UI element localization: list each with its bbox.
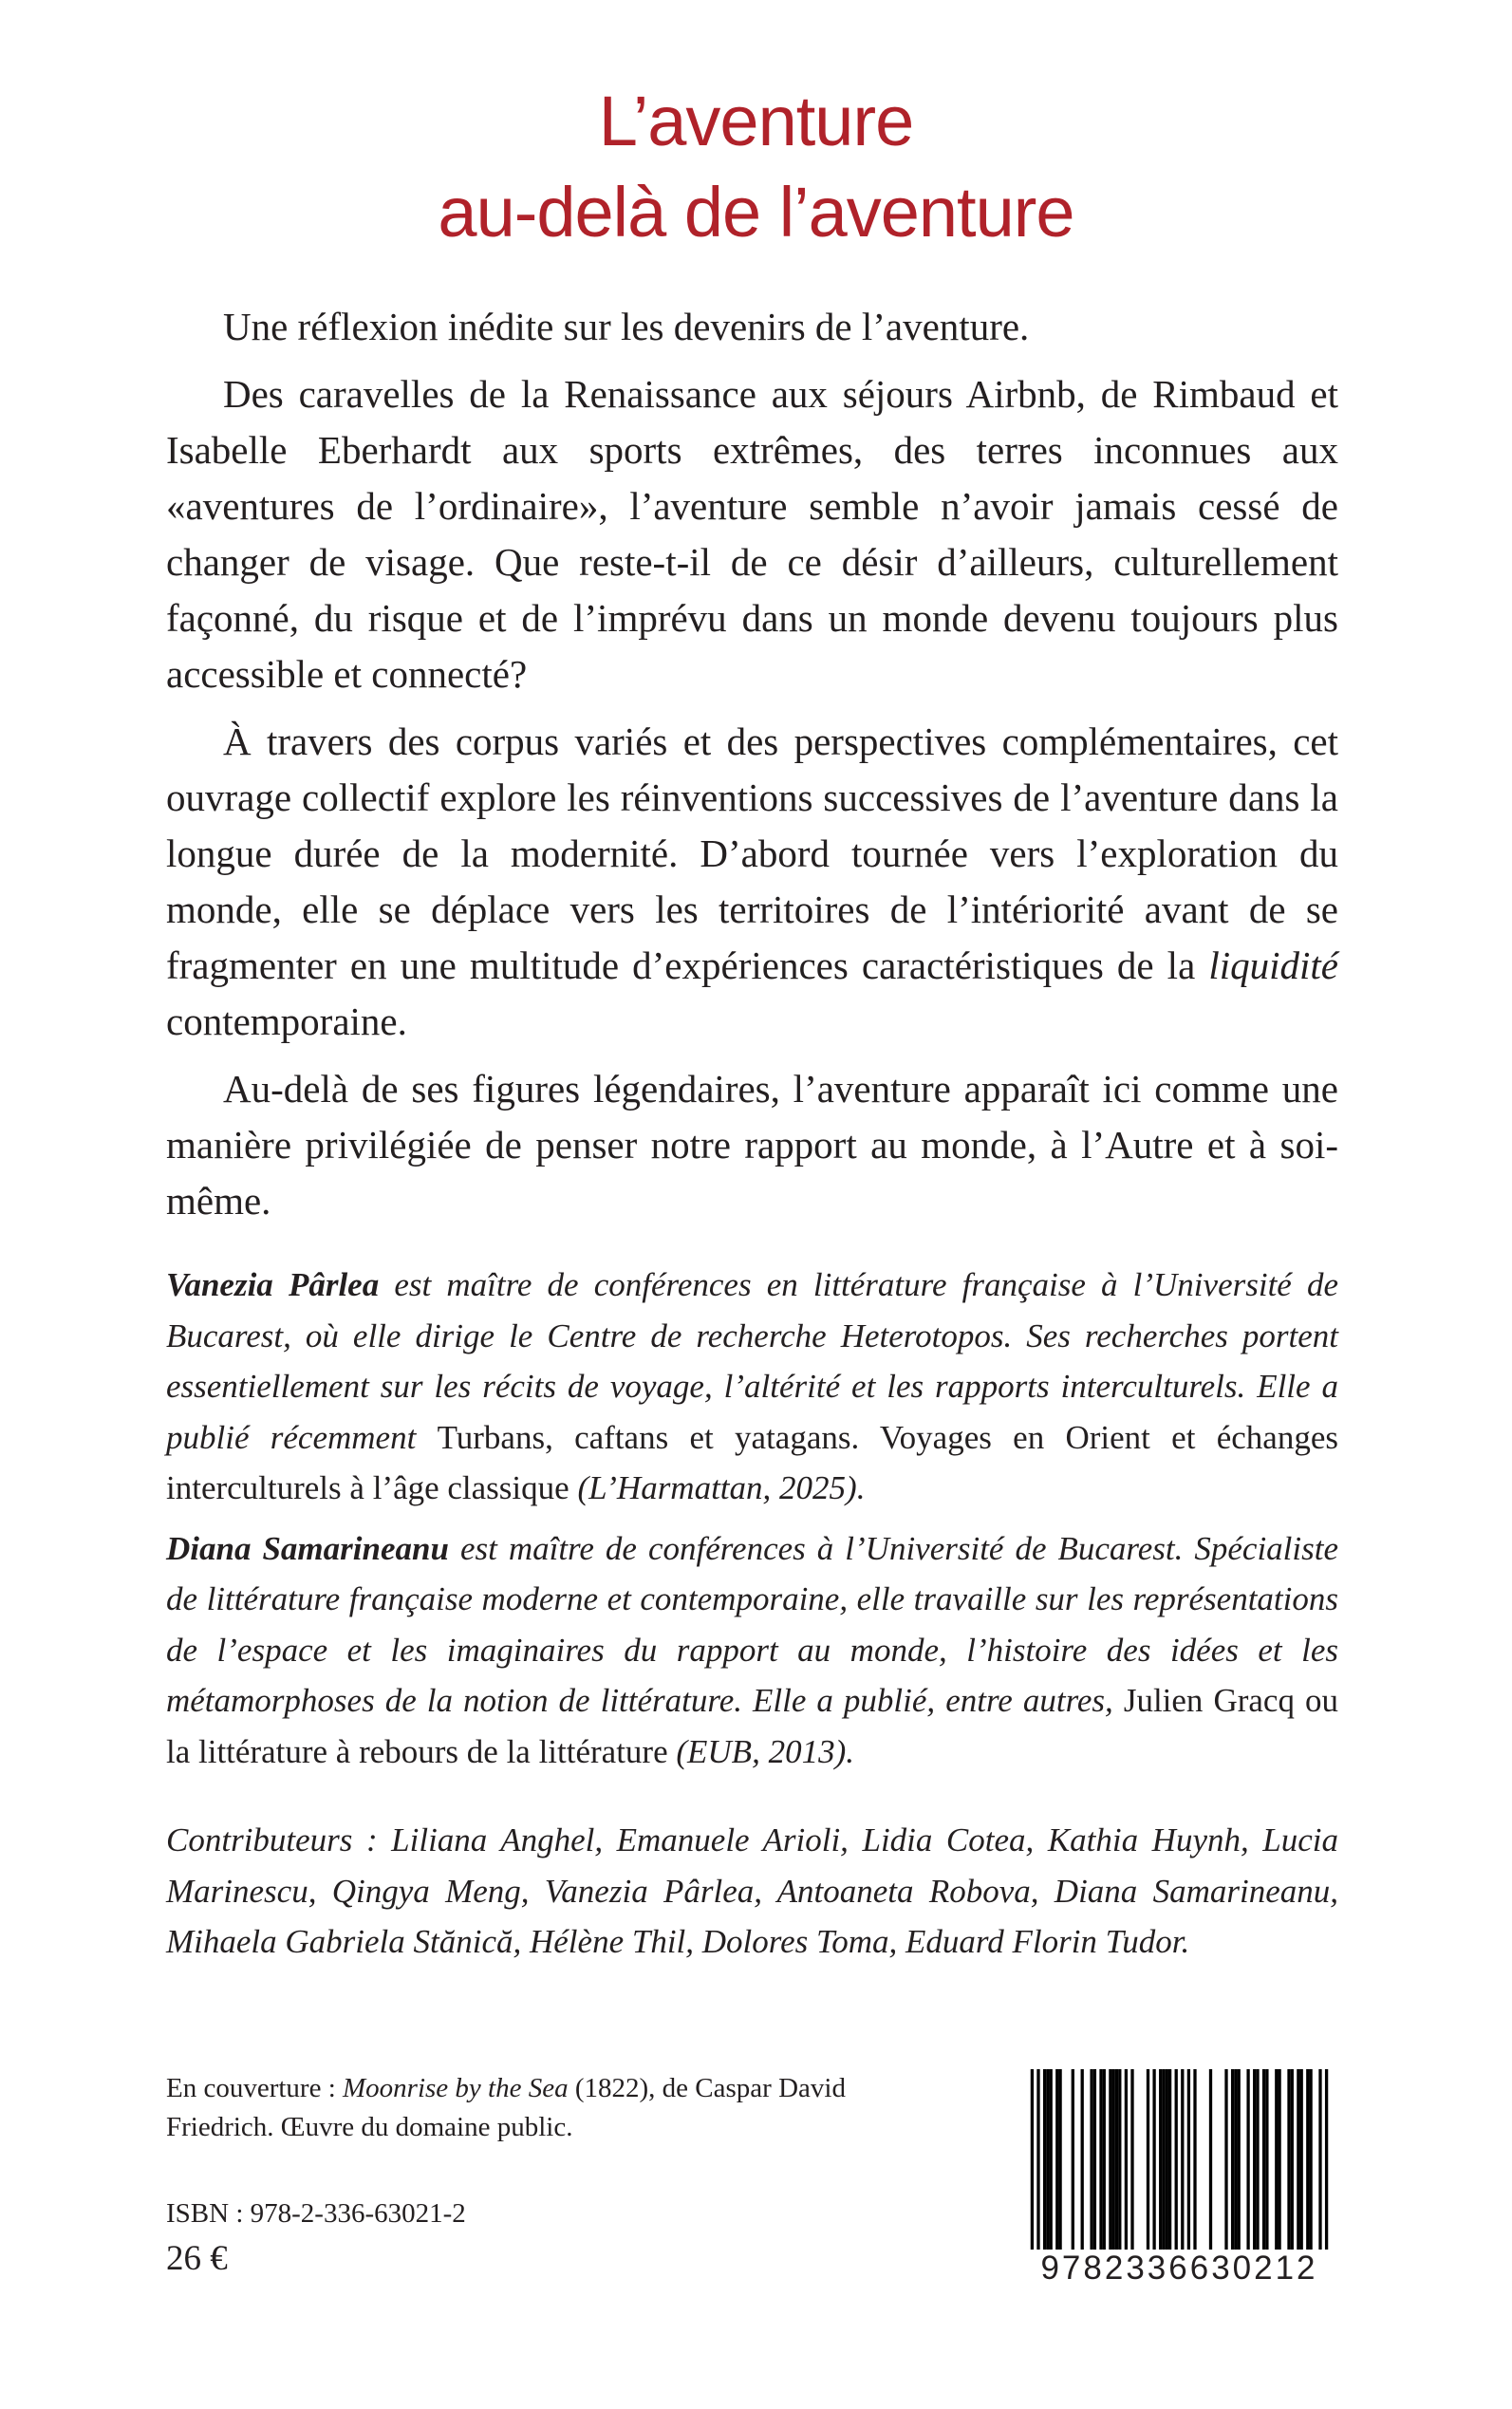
author-name-parlea: Vanezia Pârlea	[166, 1266, 380, 1303]
credit-prefix: En couverture :	[166, 2073, 344, 2103]
barcode-bar	[1166, 2069, 1168, 2250]
barcode-bar	[1159, 2069, 1162, 2250]
barcode-bar	[1246, 2069, 1249, 2250]
barcode-bar	[1209, 2069, 1212, 2250]
bio-samarineanu-text: est maître de conférences à l’Université de Bucarest. Spécialiste de littérature française moderne et contemporaine, elle travaille sur les représentations de l’espace et les imaginaires du rapport au monde, l’histoire des idées et les métamorphoses de la notion de littérature. Elle a publié, entre autres,	[166, 1529, 1338, 1719]
barcode-bar	[1130, 2069, 1133, 2250]
barcode-bar	[1168, 2069, 1171, 2250]
barcode-bar	[1152, 2069, 1155, 2250]
isbn: ISBN : 978-2-336-63021-2	[166, 2198, 466, 2229]
barcode-bars	[1020, 2069, 1338, 2264]
barcode-bar	[1031, 2069, 1034, 2264]
barcode-bar	[1055, 2069, 1058, 2250]
summary-emphasis: liquidité	[1208, 943, 1338, 987]
summary-paragraph-4: Au-delà de ses figures légendaires, l’aventure apparaît ici comme une manière privilégiée de penser notre rapport au monde, à l’Autre et à soi-même.	[166, 1067, 1338, 1223]
barcode-bar	[1115, 2069, 1118, 2250]
barcode-bar	[1193, 2069, 1196, 2250]
barcode-bar	[1046, 2069, 1049, 2250]
barcode-bar	[1234, 2069, 1237, 2250]
barcode-bar	[1325, 2069, 1328, 2264]
barcode-bar	[1306, 2069, 1309, 2250]
barcode-bar	[1224, 2069, 1227, 2250]
barcode-bar	[1287, 2069, 1290, 2250]
barcode	[1020, 2069, 1338, 2300]
barcode-bar	[1112, 2069, 1115, 2250]
author-name-samarineanu: Diana Samarineanu	[166, 1529, 449, 1567]
bio-samarineanu	[166, 1523, 1338, 1778]
bio-parlea-text: est maître de conférences en littérature française à l’Université de Bucarest, où elle dirige le Centre de recherche Heterotopos. Ses recherches portent essentiellement sur les récits de voyage, l’altérité et les rapports interculturels. Elle a publié récemment	[166, 1266, 1338, 1456]
barcode-bar	[1181, 2069, 1184, 2264]
barcode-bar	[1162, 2069, 1165, 2250]
barcode-bar	[1118, 2069, 1121, 2250]
barcode-bar	[1278, 2069, 1280, 2250]
barcode-bar	[1072, 2069, 1074, 2250]
barcode-bar	[1099, 2069, 1102, 2250]
barcode-bar	[1318, 2069, 1321, 2264]
barcode-bar	[1265, 2069, 1268, 2250]
publisher-samarineanu: (EUB, 2013).	[667, 1732, 854, 1770]
barcode-bar	[1036, 2069, 1039, 2264]
barcode-bar	[1275, 2069, 1278, 2250]
summary-paragraph-3-end: contemporaine.	[166, 999, 407, 1043]
book-title-samarineanu: Julien Gracq ou la littérature à rebours de la littérature	[166, 1682, 1338, 1770]
barcode-bar	[1256, 2069, 1259, 2250]
barcode-bar	[1043, 2069, 1046, 2250]
book-title-parlea: Turbans, caftans et yatagans. Voyages en Orient et échanges interculturels à l’âge classique	[166, 1418, 1338, 1506]
barcode-bar	[1238, 2069, 1241, 2250]
barcode-bar	[1309, 2069, 1312, 2250]
author-bios	[166, 1260, 1338, 1977]
barcode-bar	[1058, 2069, 1061, 2250]
price: 26 €	[166, 2239, 228, 2278]
summary-paragraph-3	[166, 714, 1338, 1050]
barcode-bar	[1262, 2069, 1265, 2250]
barcode-bar	[1187, 2069, 1190, 2250]
barcode-bar	[1081, 2069, 1084, 2250]
barcode-bar	[1125, 2069, 1128, 2250]
barcode-bar	[1090, 2069, 1092, 2250]
barcode-bar	[1093, 2069, 1096, 2250]
barcode-bar	[1109, 2069, 1111, 2250]
contributors-list: Contributeurs : Liliana Anghel, Emanuele Arioli, Lidia Cotea, Kathia Huynh, Lucia Marinescu, Qingya Meng, Vanezia Pârlea, Antoaneta Robova, Diana Samarineanu, Mihaela Gabriela Stănică, Hélène Thil, Dolores Toma, Eduard Florin Tudor.	[166, 1821, 1338, 1960]
publisher-parlea: (L’Harmattan, 2025).	[569, 1469, 866, 1506]
barcode-bar	[1103, 2069, 1106, 2250]
barcode-bar	[1291, 2069, 1294, 2250]
barcode-bar	[1297, 2069, 1299, 2250]
barcode-bar	[1147, 2069, 1149, 2250]
credit-suffix: (1822), de Caspar David Friedrich. Œuvre du domaine public.	[166, 2073, 846, 2142]
barcode-bar	[1175, 2069, 1178, 2264]
barcode-bar	[1231, 2069, 1234, 2250]
barcode-bar	[1300, 2069, 1303, 2250]
credit-work-title: Moonrise by the Sea	[343, 2073, 569, 2103]
barcode-bar	[1253, 2069, 1256, 2250]
summary-text	[166, 299, 1338, 1241]
title-line-2: au-delà de l’aventure	[438, 173, 1074, 252]
cover-credit	[166, 2069, 906, 2147]
summary-paragraph-3-text: À travers des corpus variés et des perspectives complémentaires, cet ouvrage collectif explore les réinventions successives de l’aventure dans la longue durée de la modernité. D’abord tournée vers l’exploration du monde, elle se déplace vers les territoires de l’intériorité avant de se fragmenter en une multitude d’expériences caractéristiques de la	[166, 719, 1338, 987]
book-title	[0, 76, 1512, 258]
title-line-1: L’aventure	[598, 82, 914, 160]
barcode-digits: 9782336630212	[1020, 2250, 1338, 2288]
summary-paragraph-2: Des caravelles de la Renaissance aux séjours Airbnb, de Rimbaud et Isabelle Eberhardt aux sports extrêmes, des terres inconnues aux «aventures de l’ordinaire», l’aventure semble n’avoir jamais cessé de changer de visage. Que reste-t-il de ce désir d’ailleurs, culturellement façonné, du risque et de l’imprévu dans un monde devenu toujours plus accessible et connecté?	[166, 372, 1338, 696]
bio-parlea	[166, 1260, 1338, 1514]
summary-paragraph-1: Une réflexion inédite sur les devenirs de l’aventure.	[223, 305, 1030, 348]
barcode-bar	[1050, 2069, 1053, 2250]
